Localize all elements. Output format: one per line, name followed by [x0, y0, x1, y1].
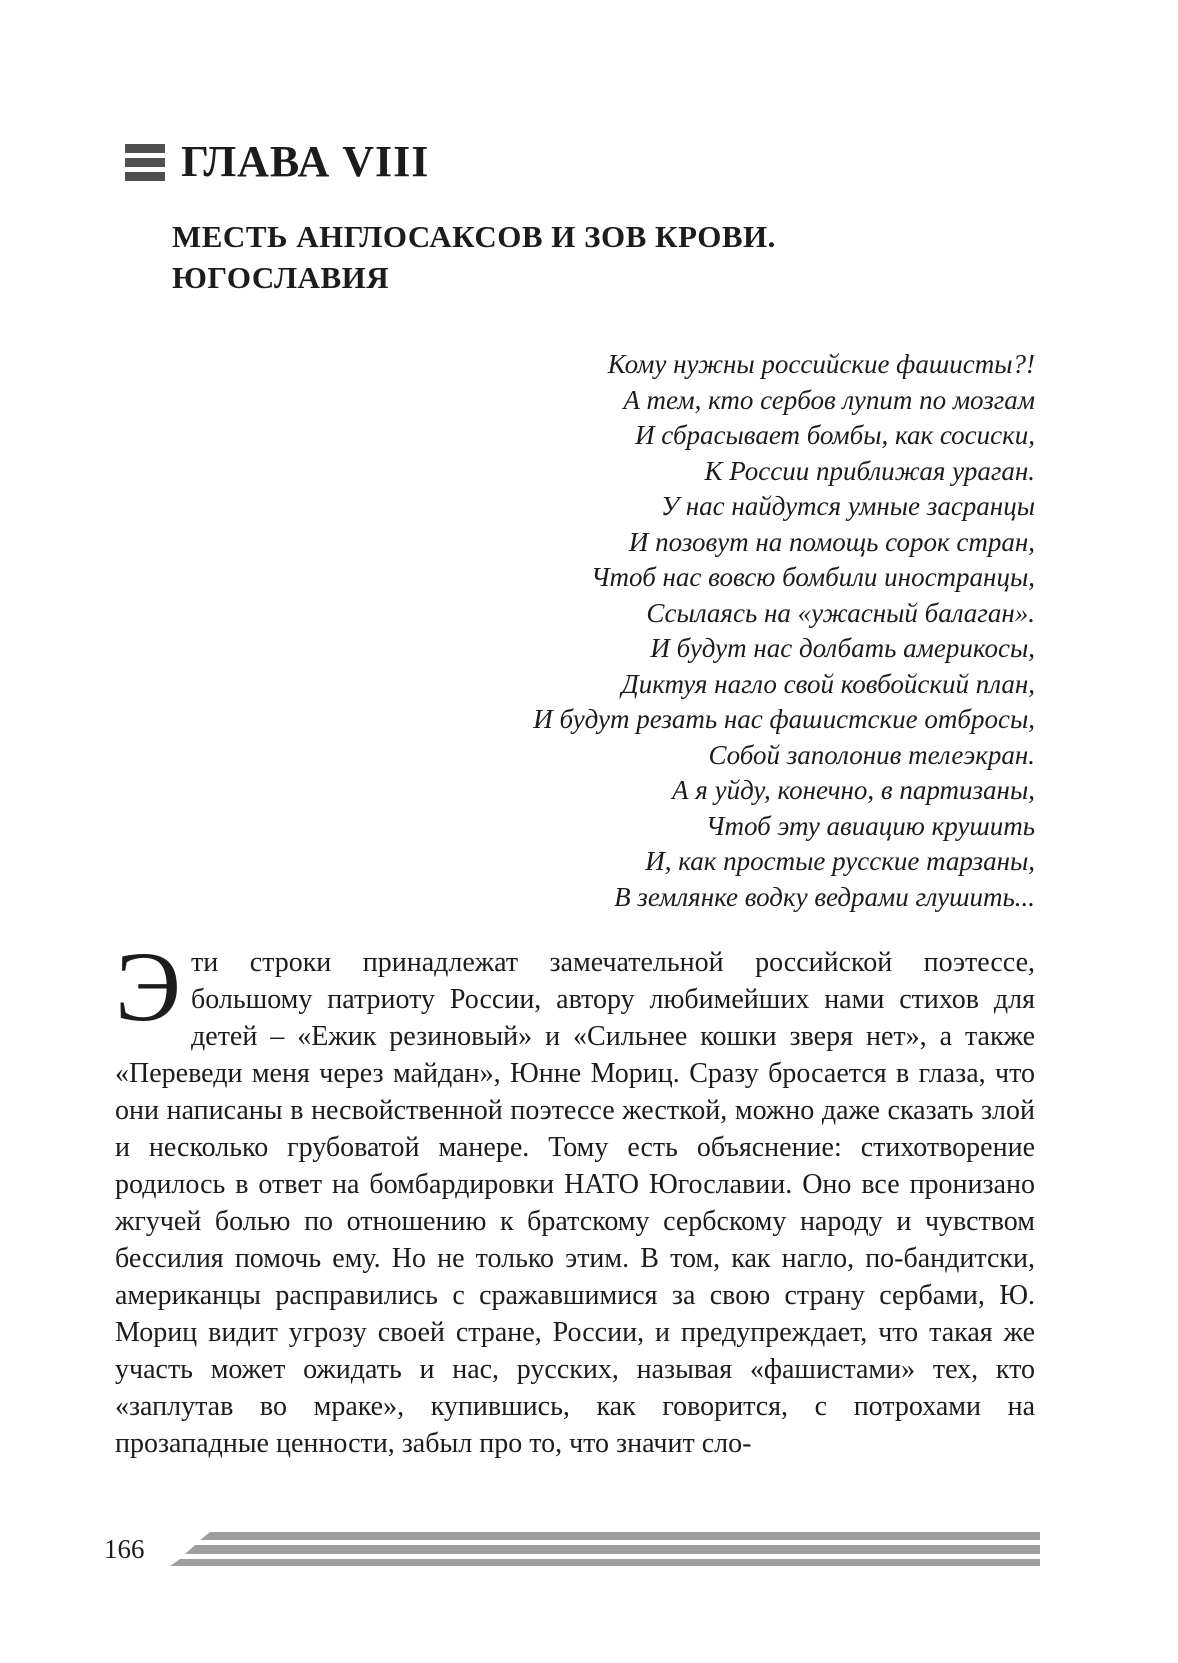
poem-line: И будут резать нас фашистские отбросы, — [533, 704, 1035, 734]
poem-line: Чтоб эту авиацию крушить — [705, 810, 1035, 841]
dropcap: Э — [115, 931, 182, 1042]
poem-line: А я уйду, конечно, в партизаны, — [672, 775, 1035, 805]
paragraph-text: ти строки принадлежат замечательной российской поэтессе, большому патриоту России, автору любимейших нами стихов для детей – «Ежик резиновый» и «Сильнее кошки зверя нет», а также «Переведи меня через майдан», Юнне Мориц. Сразу бросается в глаза, что они написаны в несвойственной поэтессе жесткой, можно даже сказать злой и несколько грубоватой манере. Тому есть объяснение: стихотворение родилось в ответ на бомбардировки НАТО Югославии. Оно все пронизано жгучей болью по отношению к братскому сербскому народу и чувством бессилия помочь ему. Но не только этим. В том, как нагло, по-бандитски, американцы расправились с сражавшимися за свою страну сербами, Ю. Мориц видит угрозу своей стране, России, и предупреждает, что такая же участь может ожидать и нас, русских, называя «фашистами» тех, кто «заплутав во мраке», купившись, как говорится, с потрохами на прозападные ценности, забыл про то, что значит сло- — [115, 947, 1035, 1459]
poem-line: Ссылаясь на «ужасный балаган». — [646, 597, 1035, 628]
bar-icon — [125, 144, 165, 153]
stripe-icon — [170, 1559, 1040, 1566]
poem-line: И будут нас долбать америкосы, — [650, 633, 1035, 663]
page-number: 166 — [104, 1534, 145, 1564]
stripe-icon — [200, 1532, 1040, 1540]
poem-line: И сбрасывает бомбы, как сосиски, — [635, 420, 1035, 450]
poem-line: К России приближая ураган. — [704, 455, 1035, 486]
poem-line: Диктуя нагло свой ковбойский план, — [621, 668, 1035, 699]
chapter-subtitle-line2: ЮГОСЛАВИЯ — [172, 260, 390, 295]
poem-line: В землянке водку ведрами глушить... — [614, 881, 1035, 912]
chapter-marker-bars-icon — [125, 144, 165, 181]
poem-line: Кому нужны российские фашисты?! — [607, 349, 1035, 379]
stripe-icon — [185, 1545, 1040, 1554]
poem-line: И, как простые русские тарзаны, — [645, 846, 1035, 876]
bar-icon — [125, 172, 165, 181]
poem-line: И позовут на помощь сорок стран, — [628, 526, 1035, 557]
poem-line: Собой заполонив телеэкран. — [708, 739, 1035, 770]
chapter-subtitle-line1: МЕСТЬ АНГЛОСАКСОВ И ЗОВ КРОВИ. — [172, 219, 776, 254]
poem-epigraph — [260, 347, 1035, 915]
chapter-title: ГЛАВА VIII — [181, 137, 430, 186]
chapter-header — [125, 137, 430, 186]
poem-line: Чтоб нас вовсю бомбили иностранцы, — [590, 562, 1035, 592]
poem-line: А тем, кто сербов лупит по мозгам — [623, 384, 1035, 415]
body-paragraph — [115, 931, 1035, 1462]
chapter-subtitle — [172, 216, 776, 298]
footer-stripes-icon — [170, 1532, 1040, 1566]
poem-line: У нас найдутся умные засранцы — [660, 491, 1035, 521]
bar-icon — [125, 158, 165, 167]
